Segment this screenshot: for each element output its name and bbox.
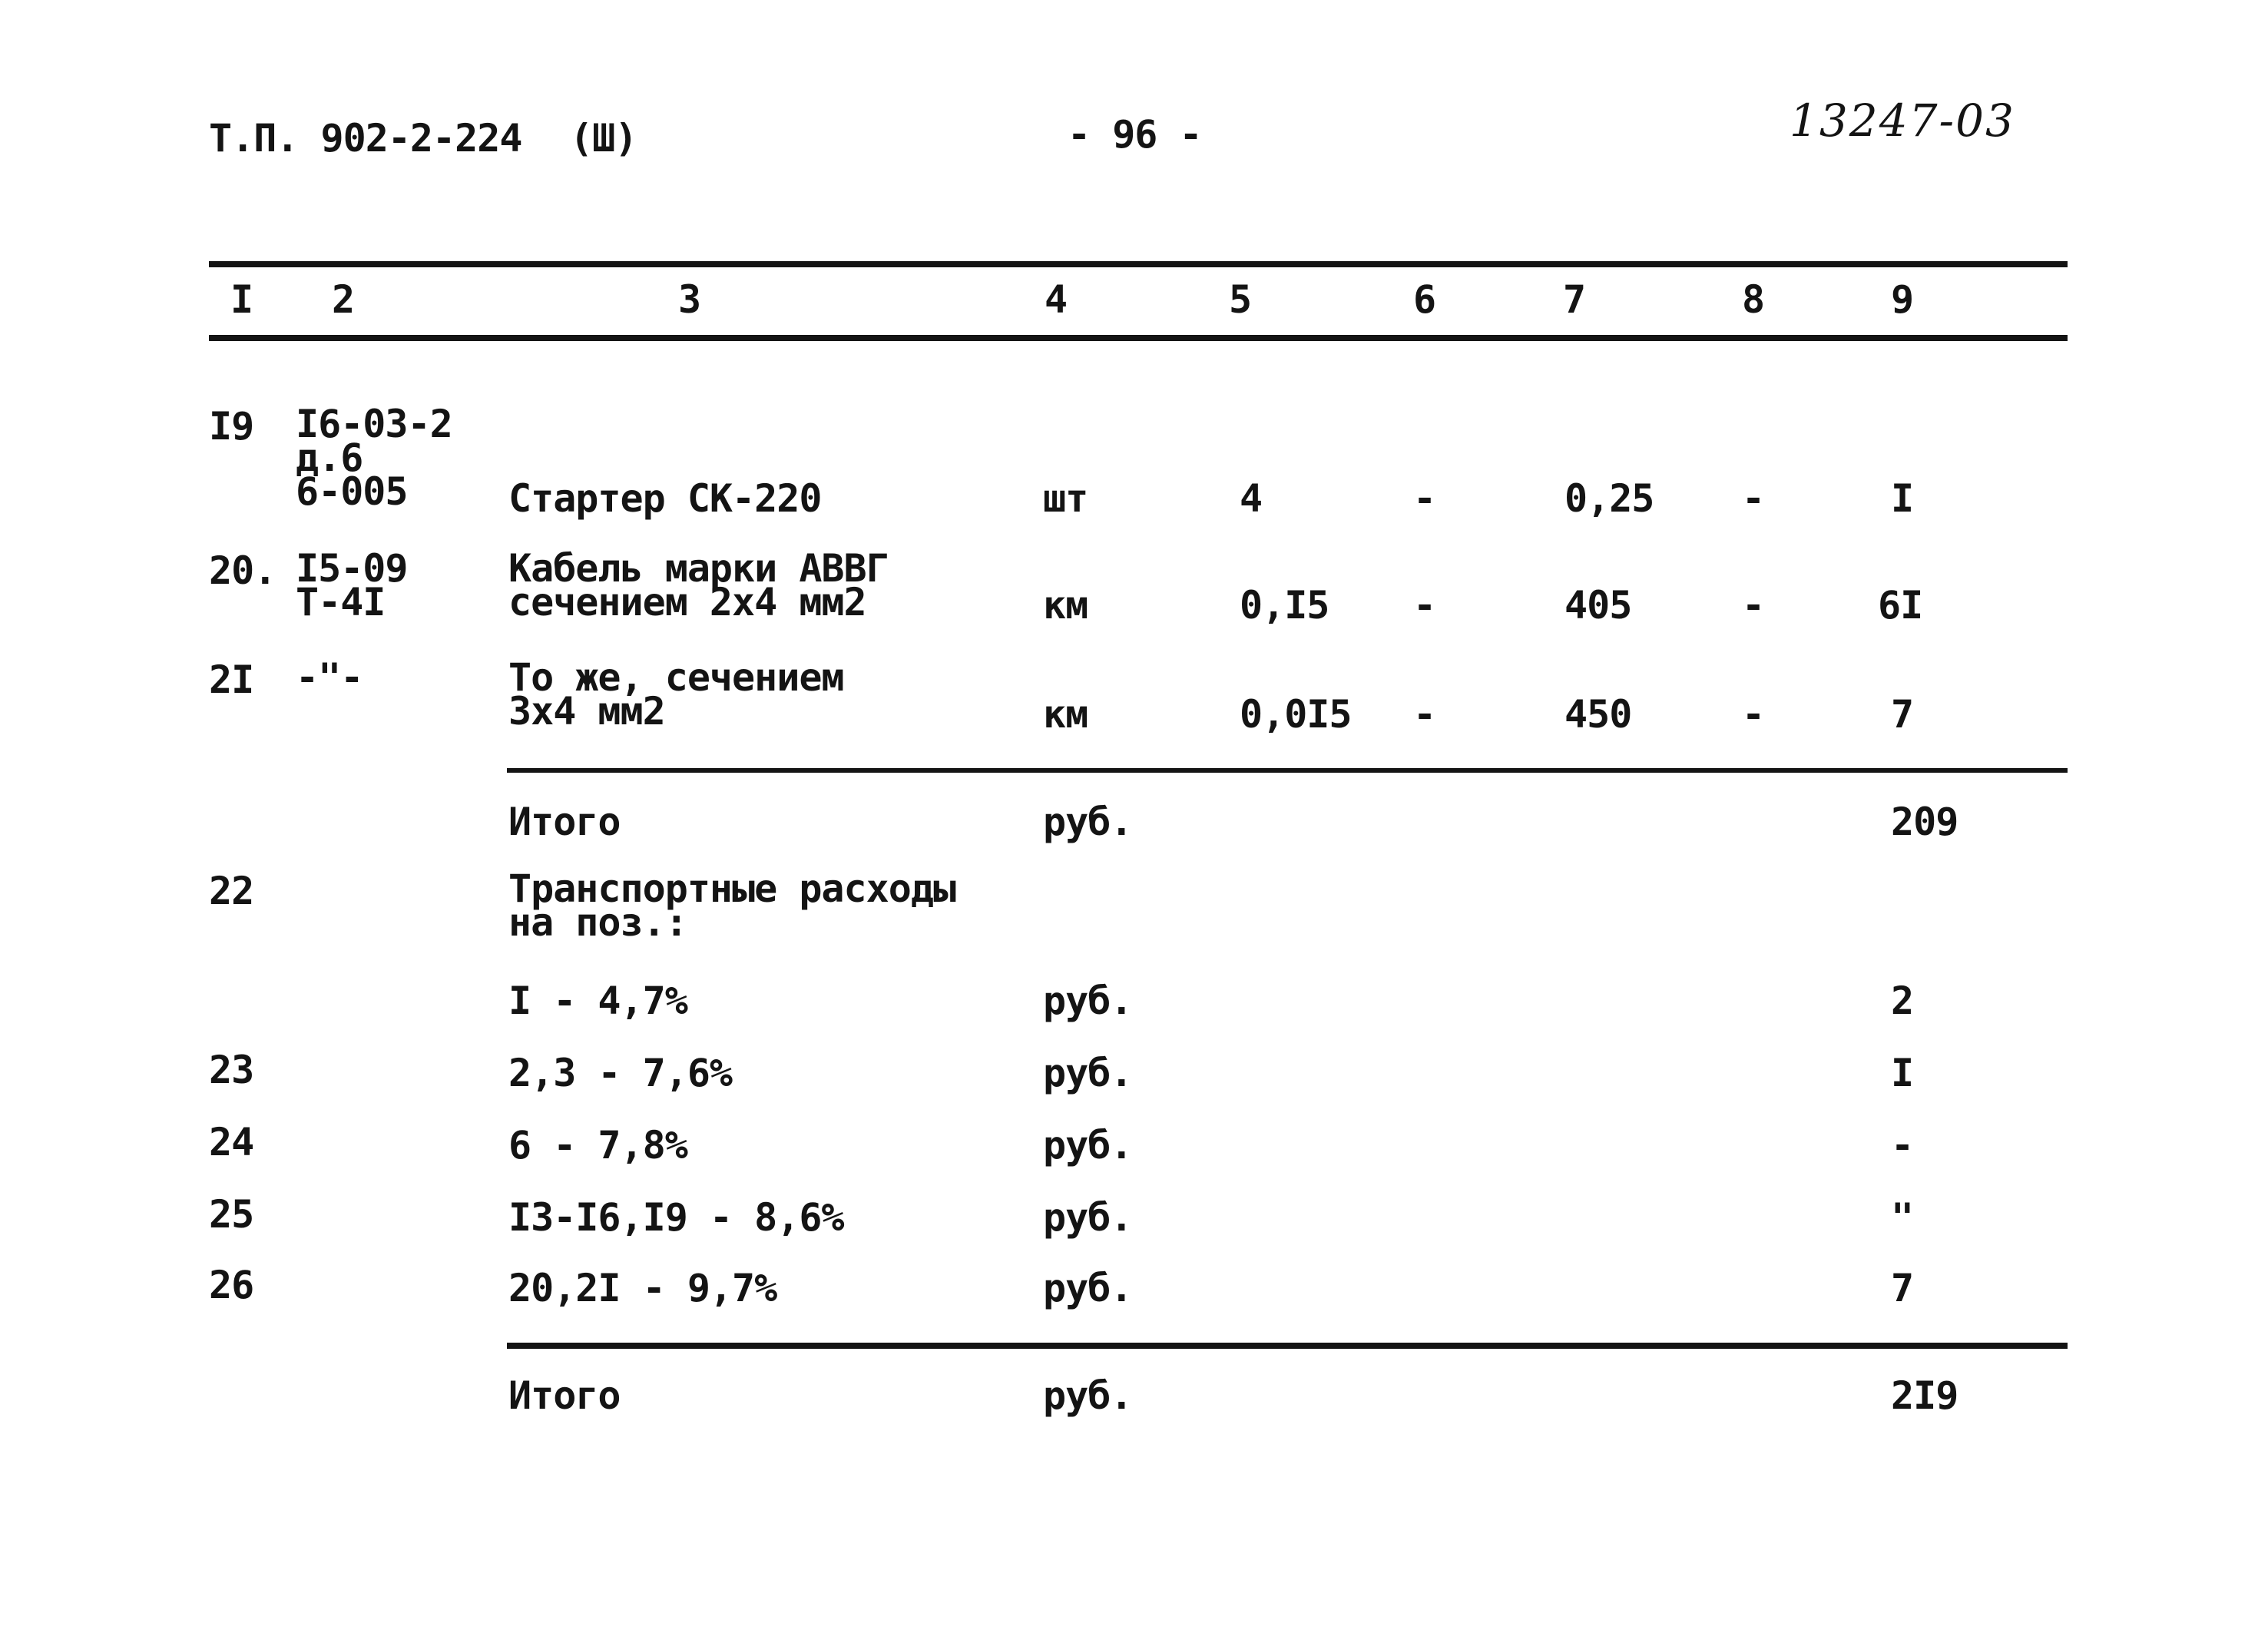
transport-item-unit: руб. (1043, 979, 1133, 1023)
page-number: - 96 - (1068, 112, 1202, 157)
row-unit: км (1043, 583, 1088, 628)
transport-item-unit: руб. (1043, 1266, 1133, 1310)
row-price: 405 (1564, 583, 1632, 628)
col-header-9: 9 (1891, 277, 1914, 322)
total-label: Итого (508, 1373, 621, 1418)
total-rule (507, 1343, 2068, 1349)
table-header-rule (209, 335, 2068, 341)
transport-item-name: I - 4,7% (508, 979, 687, 1023)
col-header-6: 6 (1413, 277, 1436, 322)
transport-item-name: I3-I6,I9 - 8,6% (508, 1195, 844, 1240)
row-code: I6-03-2 д.6 6-005 (296, 402, 452, 514)
row-total: I (1891, 476, 1914, 521)
transport-item-total: I (1891, 1051, 1914, 1095)
row-unit: шт (1043, 476, 1088, 521)
transport-item-unit: руб. (1043, 1195, 1133, 1240)
table-top-rule (209, 261, 2068, 267)
row-total: 6I (1878, 583, 1923, 628)
row-quantity: 0,0I5 (1240, 692, 1352, 737)
row-name: Стартер СК-220 (508, 476, 822, 521)
col-header-5: 5 (1229, 277, 1252, 322)
col-header-7: 7 (1563, 277, 1586, 322)
row-col8: - (1742, 692, 1765, 737)
row-col8: - (1742, 476, 1765, 521)
subtotal-label: Итого (508, 800, 621, 844)
transport-item-name: 6 - 7,8% (508, 1123, 687, 1168)
row-name: То же, сечением 3х4 мм2 (508, 655, 844, 734)
transport-number: 22 (209, 869, 254, 913)
row-total: 7 (1891, 692, 1914, 737)
transport-item-name: 2,3 - 7,6% (508, 1051, 733, 1095)
row-quantity: 4 (1240, 476, 1263, 521)
transport-item-total: " (1891, 1195, 1914, 1240)
row-col6: - (1413, 692, 1436, 737)
transport-item-unit: руб. (1043, 1051, 1133, 1095)
transport-item-unit: руб. (1043, 1123, 1133, 1168)
row-unit: км (1043, 692, 1088, 737)
col-header-2: 2 (332, 277, 355, 322)
row-code: I5-09 Т-4I (296, 546, 408, 624)
transport-item-number: 26 (209, 1263, 254, 1307)
row-col6: - (1413, 583, 1436, 628)
doc-code: Т.П. 902-2-224 (209, 116, 522, 161)
transport-item-total: 7 (1891, 1266, 1914, 1310)
transport-item-number: 25 (209, 1192, 254, 1237)
col-header-1: I (230, 277, 253, 322)
row-number: 20. (209, 548, 276, 593)
transport-item-number: 24 (209, 1120, 254, 1164)
row-col8: - (1742, 583, 1765, 628)
transport-item-total: - (1891, 1123, 1914, 1168)
subtotal-unit: руб. (1043, 800, 1133, 844)
subtotal-value: 209 (1891, 800, 1958, 844)
total-value: 2I9 (1891, 1373, 1958, 1418)
col-header-8: 8 (1742, 277, 1765, 322)
transport-item-number: 23 (209, 1048, 254, 1092)
volume-mark: (Ш) (570, 116, 637, 161)
col-header-4: 4 (1045, 277, 1068, 322)
row-number: I9 (209, 404, 254, 449)
total-unit: руб. (1043, 1373, 1133, 1418)
row-name: Кабель марки АВВГ сечением 2х4 мм2 (508, 546, 889, 624)
col-header-3: 3 (678, 277, 701, 322)
row-price: 0,25 (1564, 476, 1654, 521)
transport-item-name: 20,2I - 9,7% (508, 1266, 777, 1310)
row-number: 2I (209, 658, 254, 702)
row-code: -"- (296, 655, 363, 700)
row-col6: - (1413, 476, 1436, 521)
transport-title: Транспортные расходы на поз.: (508, 866, 956, 945)
row-quantity: 0,I5 (1240, 583, 1329, 628)
row-price: 450 (1564, 692, 1632, 737)
inventory-number: 13247-03 (1790, 94, 2015, 147)
transport-item-total: 2 (1891, 979, 1914, 1023)
subtotal-rule (507, 768, 2068, 773)
